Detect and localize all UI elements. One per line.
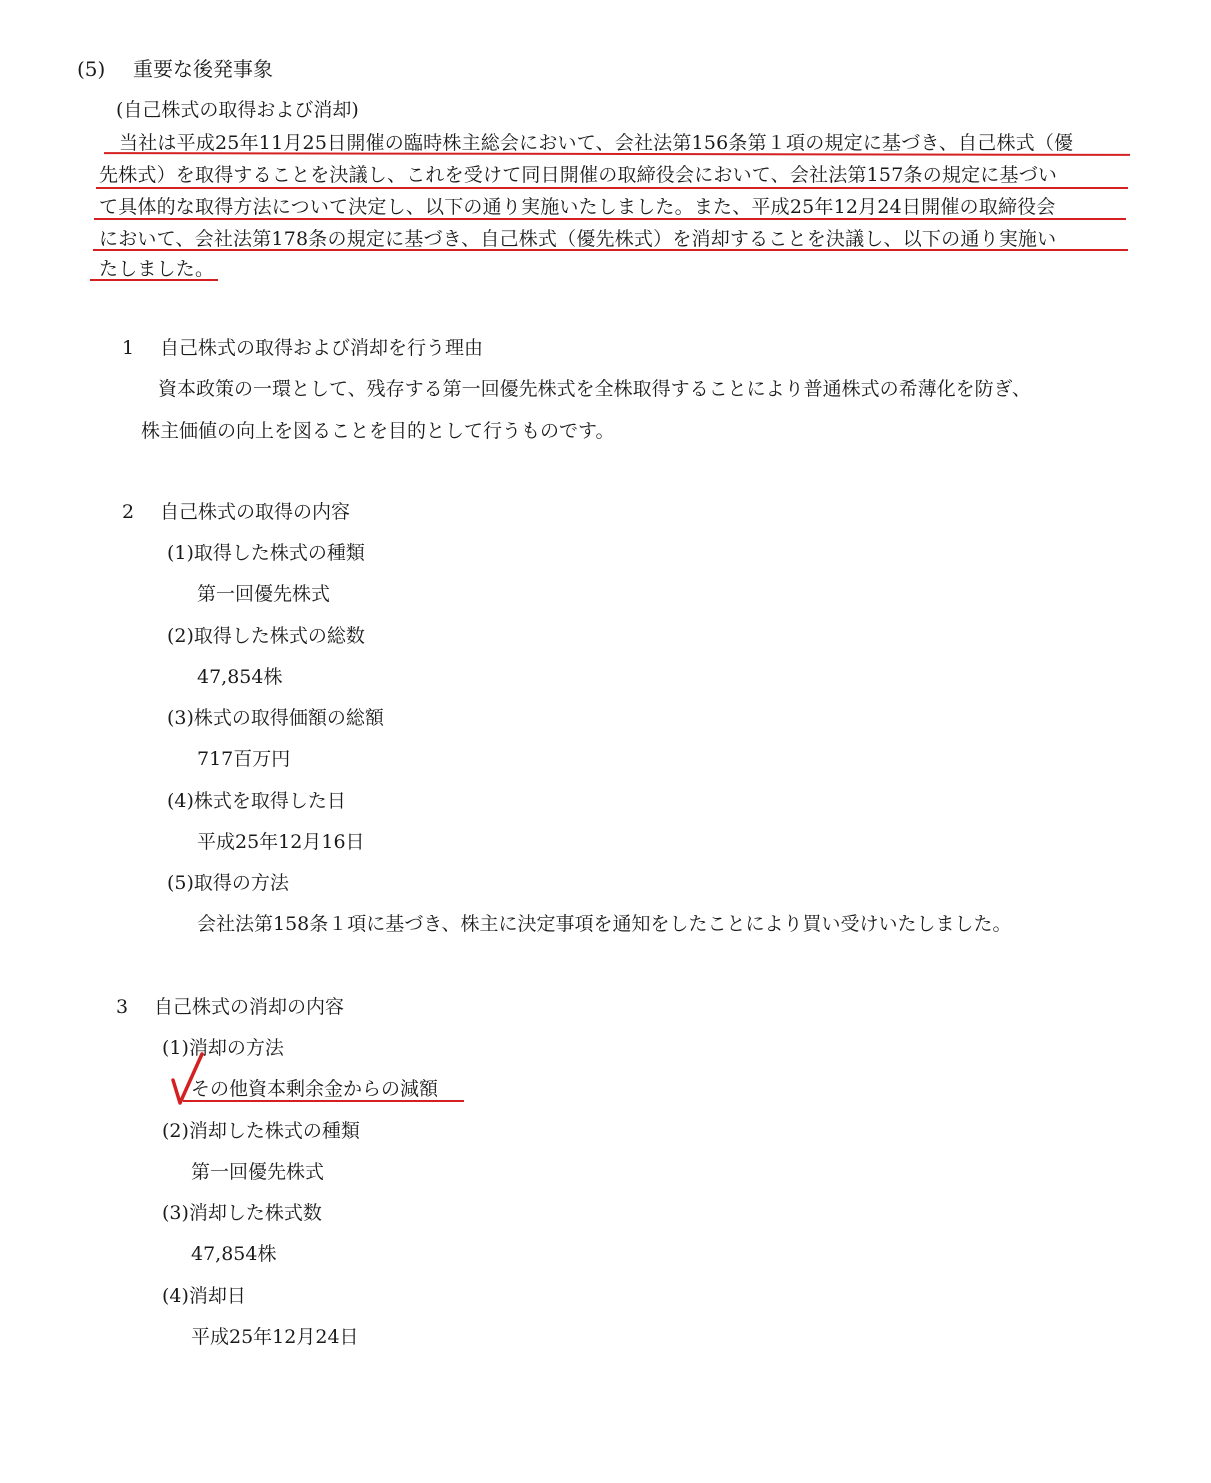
acquisition-item-value-1: 第一回優先株式 xyxy=(197,583,331,605)
acquisition-item-value-3: 717百万円 xyxy=(197,748,291,770)
cancellation-heading-number: 3 xyxy=(116,996,129,1018)
acquisition-item-label-4: (4)株式を取得した日 xyxy=(167,790,346,812)
acquisition-item-value-2: 47,854株 xyxy=(197,666,283,688)
red-checkmark-icon xyxy=(168,1050,208,1108)
acquisition-heading: 自己株式の取得の内容 xyxy=(160,501,351,523)
cancellation-item-value-1: その他資本剰余金からの減額 xyxy=(191,1078,439,1100)
intro-line-4: において、会社法第178条の規定に基づき、自己株式（優先株式）を消却することを決議し、以下の通り実施い xyxy=(99,228,1057,250)
red-underline-4 xyxy=(93,249,1128,251)
reason-heading: 自己株式の取得および消却を行う理由 xyxy=(160,337,484,359)
reason-line-1: 資本政策の一環として、残存する第一回優先株式を全株取得することにより普通株式の希薄化を防ぎ、 xyxy=(158,378,1031,400)
cancellation-item-label-3: (3)消却した株式数 xyxy=(162,1202,322,1224)
section-number: (5) xyxy=(77,57,106,81)
red-underline-3 xyxy=(94,218,1126,220)
section-title: 重要な後発事象 xyxy=(133,57,273,81)
section-subtitle: (自己株式の取得および消却) xyxy=(116,99,359,121)
acquisition-heading-number: 2 xyxy=(122,501,135,523)
acquisition-item-label-5: (5)取得の方法 xyxy=(167,872,289,894)
cancellation-item-label-4: (4)消却日 xyxy=(162,1285,246,1307)
red-underline-method xyxy=(183,1100,464,1102)
intro-line-2: 先株式）を取得することを決議し、これを受けて同日開催の取締役会において、会社法第157条の規定に基づい xyxy=(99,164,1058,186)
acquisition-item-value-5: 会社法第158条１項に基づき、株主に決定事項を通知をしたことにより買い受けいたしました。 xyxy=(197,913,1012,935)
red-underline-2 xyxy=(96,187,1128,189)
acquisition-item-label-1: (1)取得した株式の種類 xyxy=(167,542,365,564)
intro-line-1: 当社は平成25年11月25日開催の臨時株主総会において、会社法第156条第１項の規定に基づき、自己株式（優 xyxy=(119,132,1074,154)
cancellation-item-value-3: 47,854株 xyxy=(191,1243,277,1265)
red-underline-5 xyxy=(90,279,218,281)
acquisition-item-label-3: (3)株式の取得価額の総額 xyxy=(167,707,384,729)
cancellation-item-label-1: (1)消却の方法 xyxy=(162,1037,284,1059)
cancellation-item-value-4: 平成25年12月24日 xyxy=(191,1326,359,1348)
red-underline-1 xyxy=(104,152,1130,156)
acquisition-item-label-2: (2)取得した株式の総数 xyxy=(167,625,365,647)
reason-heading-number: 1 xyxy=(122,337,135,359)
cancellation-heading: 自己株式の消却の内容 xyxy=(154,996,345,1018)
cancellation-item-label-2: (2)消却した株式の種類 xyxy=(162,1120,360,1142)
intro-line-5: たしました。 xyxy=(99,258,215,280)
acquisition-item-value-4: 平成25年12月16日 xyxy=(197,831,365,853)
intro-line-3: て具体的な取得方法について決定し、以下の通り実施いたしました。また、平成25年12月24日開催の取締役会 xyxy=(99,196,1056,218)
reason-line-2: 株主価値の向上を図ることを目的として行うものです。 xyxy=(141,420,615,442)
cancellation-item-value-2: 第一回優先株式 xyxy=(191,1161,325,1183)
